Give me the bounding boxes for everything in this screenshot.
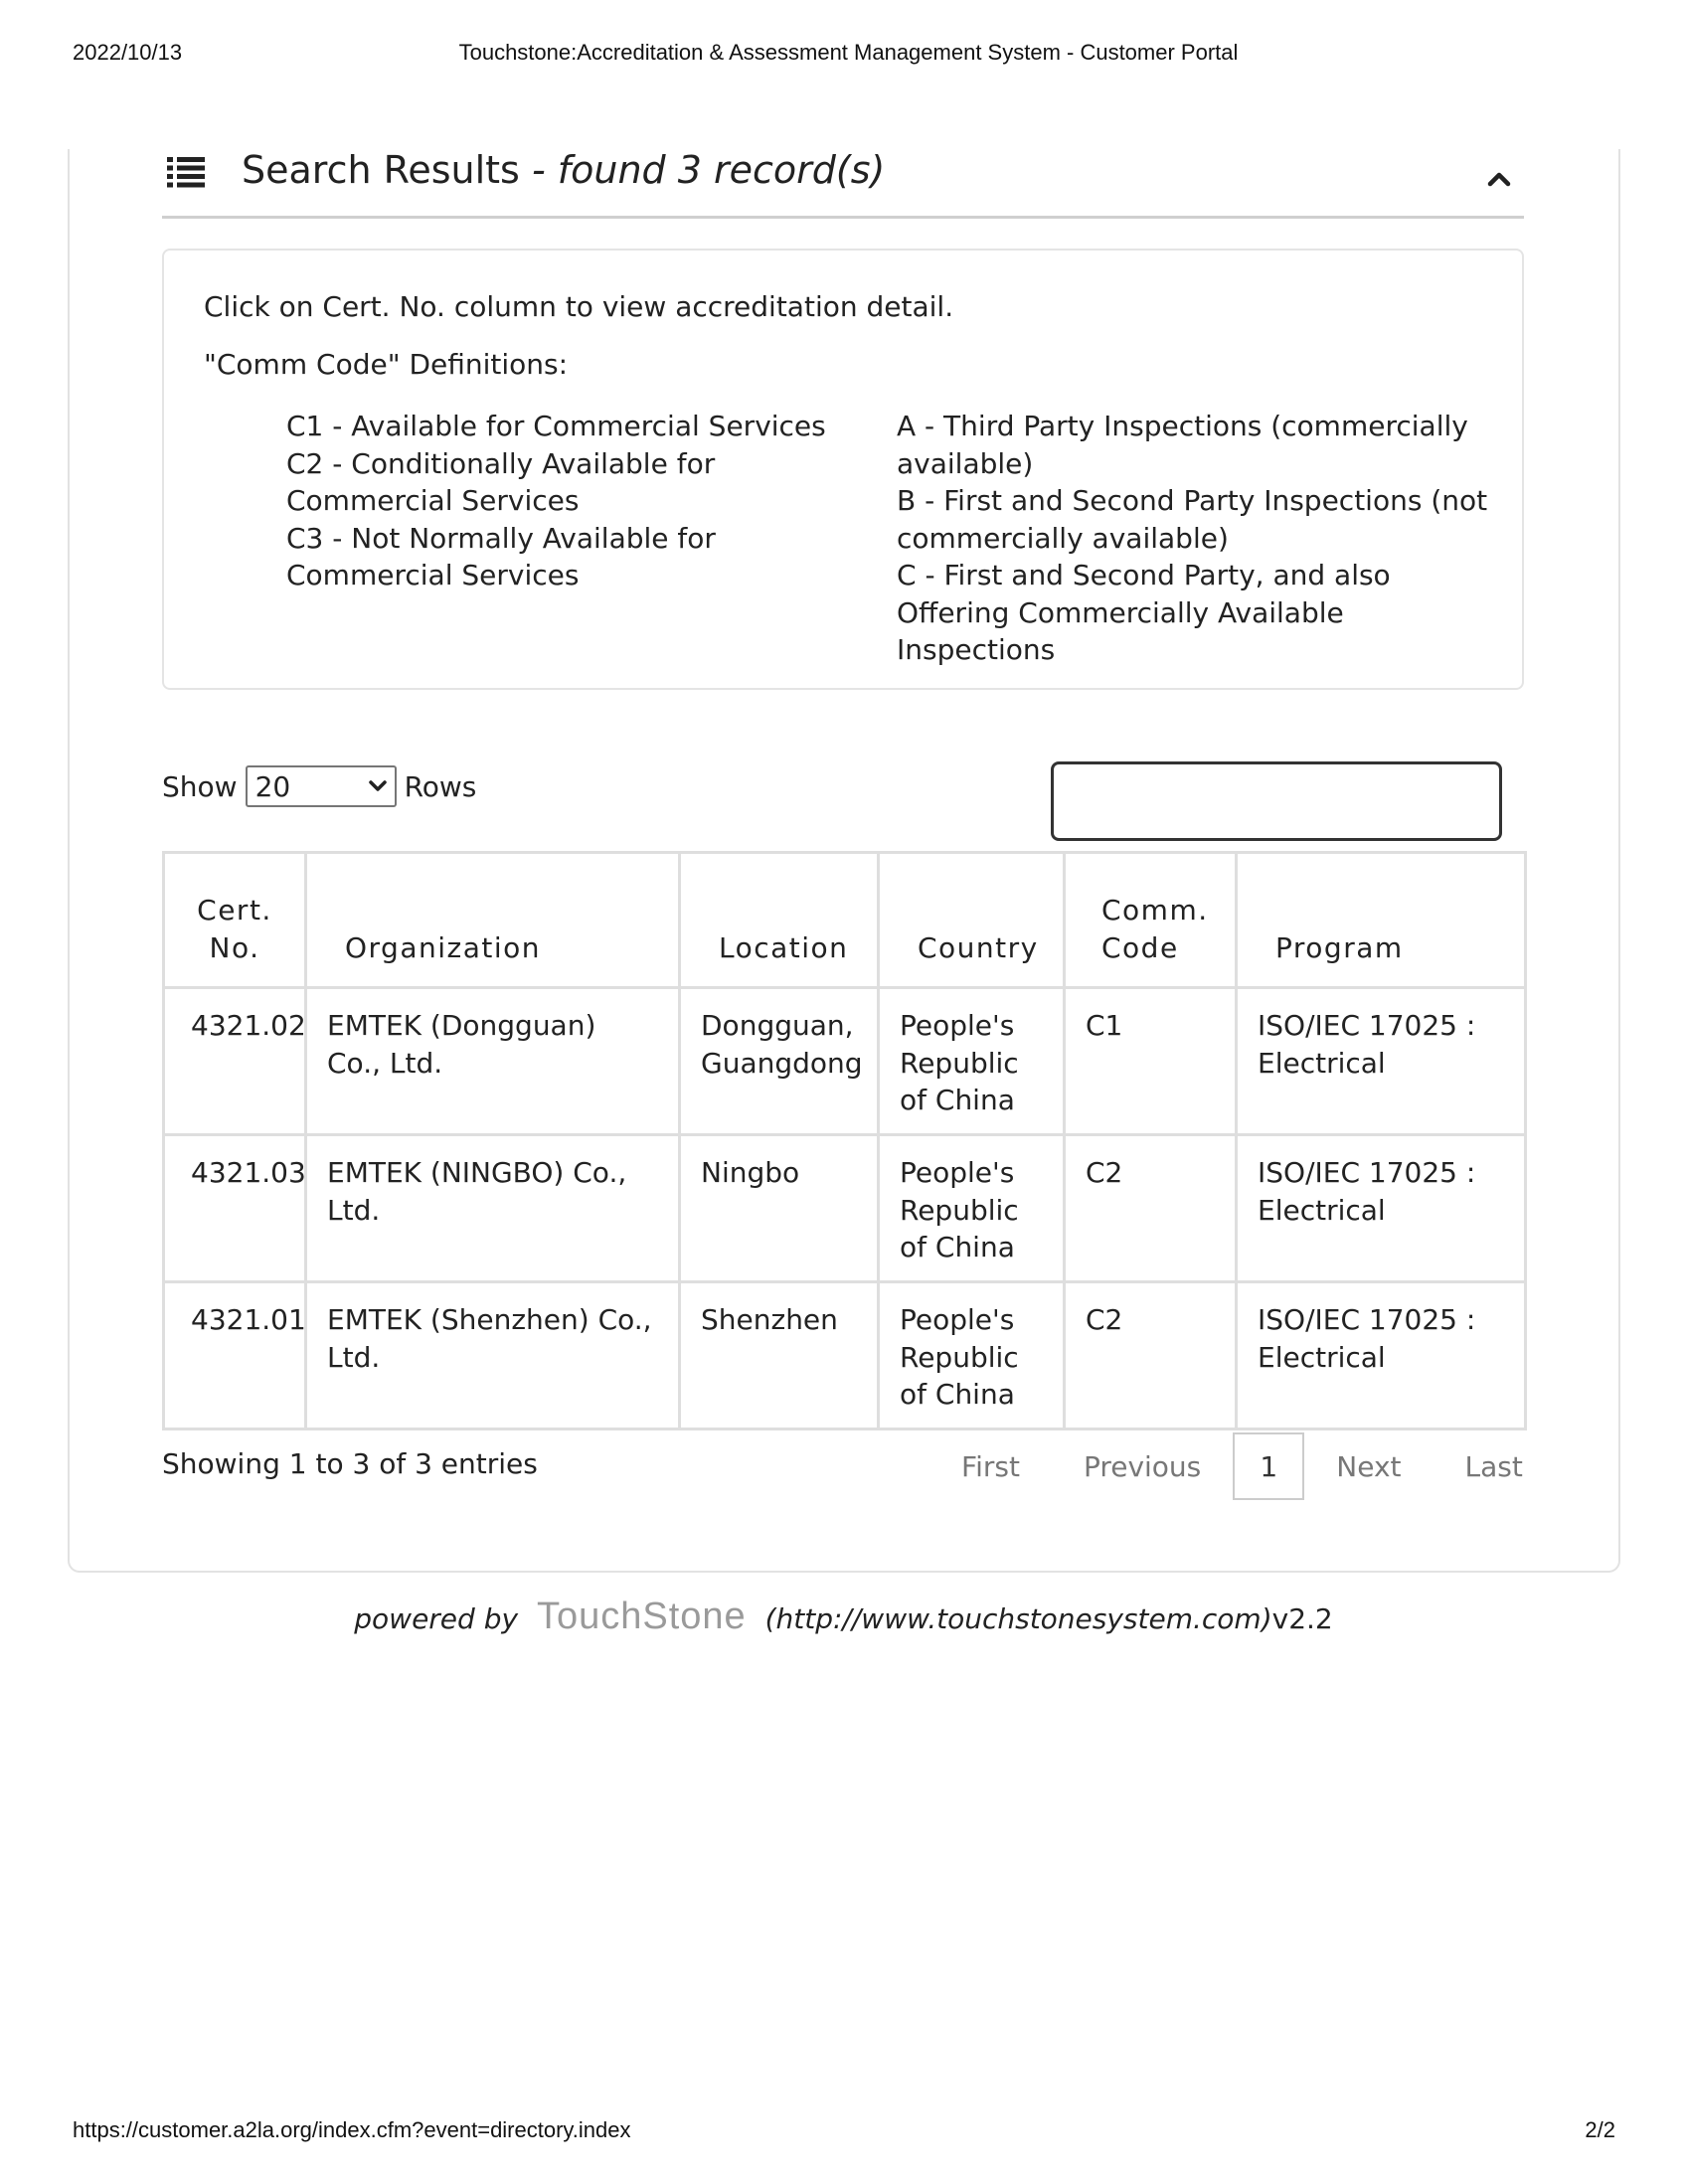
column-header-cert-no[interactable]	[164, 853, 306, 988]
rows-per-page-value: 20	[254, 770, 291, 803]
comm-code-cell: C2	[1065, 1135, 1237, 1282]
print-page-title: Touchstone:Accreditation & Assessment Management System - Customer Portal	[458, 40, 1239, 65]
definition-item: B - First and Second Party Inspections (not commercially available)	[897, 484, 1488, 555]
results-title: Search Results	[242, 148, 520, 192]
print-page-number: 2/2	[1585, 2117, 1615, 2142]
program-cell: ISO/IEC 17025 : Electrical	[1237, 1135, 1526, 1282]
country-cell: People's Republic of China	[879, 988, 1065, 1135]
instruction-text: Click on Cert. No. column to view accreditation detail.	[204, 290, 954, 323]
print-header	[0, 40, 1687, 70]
table-row	[164, 988, 1526, 1135]
definition-item: C1 - Available for Commercial Services	[286, 410, 826, 442]
header-label: Program	[1275, 930, 1404, 964]
column-header-comm-code[interactable]	[1065, 853, 1237, 988]
print-date: 2022/10/13	[73, 40, 183, 65]
first-page-button[interactable]: First	[961, 1449, 1020, 1483]
previous-page-button[interactable]: Previous	[1083, 1449, 1202, 1483]
last-page-button[interactable]: Last	[1464, 1449, 1523, 1483]
cert-no-link[interactable]: 4321.03	[164, 1135, 306, 1282]
powered-by-label: powered by	[354, 1602, 519, 1635]
results-count: - found 3 record(s)	[531, 148, 886, 192]
location-cell: Ningbo	[680, 1135, 879, 1282]
comm-code-cell: C1	[1065, 988, 1237, 1135]
chevron-up-icon[interactable]	[1484, 164, 1514, 194]
table-row	[164, 1135, 1526, 1282]
info-box	[162, 249, 1524, 690]
results-header	[162, 144, 1524, 219]
pagination	[929, 1431, 1555, 1501]
show-label: Show	[162, 769, 238, 803]
organization-cell: EMTEK (Shenzhen) Co., Ltd.	[306, 1282, 680, 1429]
location-cell: Dongguan, Guangdong	[680, 988, 879, 1135]
list-icon	[167, 156, 205, 188]
definition-item: C3 - Not Normally Available for Commercial Services	[286, 521, 716, 591]
column-header-location[interactable]	[680, 853, 879, 988]
program-cell: ISO/IEC 17025 : Electrical	[1237, 1282, 1526, 1429]
definition-item: C - First and Second Party, and also Offering Commercially Available Inspections	[897, 559, 1391, 666]
comm-code-definitions-abc	[897, 408, 1493, 669]
touchstone-url[interactable]: (http://www.touchstonesystem.com)	[764, 1602, 1272, 1635]
header-label: Location	[719, 930, 849, 964]
powered-by	[0, 1596, 1687, 1638]
current-page-button[interactable]: 1	[1233, 1432, 1304, 1500]
next-page-button[interactable]: Next	[1336, 1449, 1402, 1483]
table-row	[164, 1282, 1526, 1429]
column-header-program[interactable]	[1237, 853, 1526, 988]
version-label: v2.2	[1271, 1602, 1333, 1635]
print-footer	[0, 2117, 1687, 2147]
header-label: Cert.	[197, 894, 272, 926]
definition-item: A - Third Party Inspections (commercially available)	[897, 410, 1468, 480]
rows-label: Rows	[404, 769, 477, 803]
table-header-row	[164, 853, 1526, 988]
program-cell: ISO/IEC 17025 : Electrical	[1237, 988, 1526, 1135]
country-cell: People's Republic of China	[879, 1282, 1065, 1429]
results-heading	[242, 148, 885, 192]
print-url: https://customer.a2la.org/index.cfm?event=directory.index	[73, 2117, 631, 2142]
comm-code-cell: C2	[1065, 1282, 1237, 1429]
country-cell: People's Republic of China	[879, 1135, 1065, 1282]
rows-per-page-control	[162, 763, 476, 809]
touchstone-logo[interactable]: TouchStone	[536, 1596, 747, 1637]
cert-no-link[interactable]: 4321.02	[164, 988, 306, 1135]
rows-per-page-select[interactable]	[246, 765, 397, 807]
results-table	[162, 851, 1527, 1430]
header-label: No.	[209, 930, 260, 964]
column-header-country[interactable]	[879, 853, 1065, 988]
organization-cell: EMTEK (Dongguan) Co., Ltd.	[306, 988, 680, 1135]
organization-cell: EMTEK (NINGBO) Co., Ltd.	[306, 1135, 680, 1282]
header-label: Country	[918, 930, 1039, 964]
definitions-title: "Comm Code" Definitions:	[204, 348, 569, 381]
header-label: Organization	[345, 930, 542, 964]
column-header-organization[interactable]	[306, 853, 680, 988]
definition-item: C2 - Conditionally Available for Commercial Services	[286, 446, 716, 517]
chevron-down-icon	[367, 775, 389, 797]
showing-entries-text: Showing 1 to 3 of 3 entries	[162, 1447, 538, 1480]
location-cell: Shenzhen	[680, 1282, 879, 1429]
comm-code-definitions-c	[286, 408, 883, 594]
search-input[interactable]	[1051, 761, 1502, 841]
header-label: Code	[1101, 930, 1179, 964]
cert-no-link[interactable]: 4321.01	[164, 1282, 306, 1429]
header-label: Comm.	[1101, 894, 1209, 926]
